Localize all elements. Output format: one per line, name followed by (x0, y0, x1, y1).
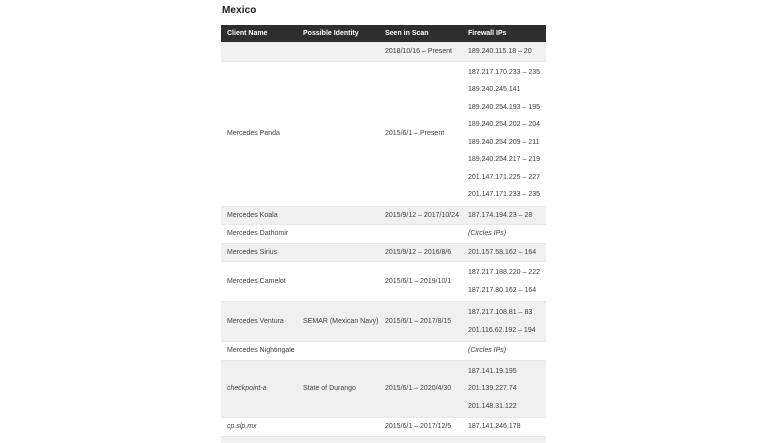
firewall-ips-cell (462, 43, 546, 61)
table-row (221, 42, 546, 61)
ip-range: 187.141.246.178 (468, 423, 521, 430)
firewall-ips-cell (462, 262, 546, 301)
seen-in-scan-cell: 2015/6/1 – 2017/12/5 (385, 423, 452, 431)
client-name-cell: cp.slp.mx (227, 423, 257, 431)
table-row (221, 341, 546, 360)
table-row (221, 61, 546, 206)
ip-range: 201.139.227.74 (468, 385, 517, 392)
firewall-ips-cell (462, 244, 546, 262)
firewall-ips-cell (462, 302, 546, 341)
seen-in-scan-cell: 2015/6/1 – 2017/8/15 (385, 318, 452, 325)
seen-in-scan-cell: 2015/9/12 – 2017/10/24 (385, 211, 459, 219)
ip-range: 187.217.170.233 – 235 (468, 68, 541, 76)
seen-in-scan-cell: 2015/6/1 – 2020/4/30 (385, 385, 452, 393)
firewall-ips-cell (462, 207, 546, 225)
ip-range: 189.240.254.193 – 195 (468, 103, 541, 111)
column-header-client-name: Client Name (227, 30, 268, 37)
table-row (221, 224, 546, 243)
ip-range: 201.148.31.122 (468, 402, 517, 410)
seen-in-scan-cell: 2015/9/12 – 2016/8/6 (385, 248, 452, 256)
firewall-ips-cell (462, 342, 546, 360)
clients-table (221, 25, 546, 443)
possible-identity-cell: SEMAR (Mexican Navy) (303, 318, 379, 325)
table-body (221, 42, 546, 443)
firewall-ips-cell (462, 225, 546, 243)
ip-range: 187.141.19.195 (468, 367, 517, 375)
ip-range: 201.116.62.192 – 194 (468, 326, 536, 334)
table-row (221, 436, 546, 443)
column-header-possible-identity: Possible Identity (303, 30, 359, 37)
ip-range: 187.217.80.162 – 164 (468, 286, 537, 294)
ip-range: (Circles IPs) (468, 230, 507, 237)
ip-range: 201.147.171.233 – 235 (468, 191, 541, 198)
ip-range: 189.240.115.18 – 20 (468, 48, 532, 55)
column-header-seen-in-scan: Seen in Scan (385, 30, 429, 37)
client-name-cell: Mercedes Camelot (227, 278, 286, 285)
table-row (221, 243, 546, 262)
possible-identity-cell: State of Durango (303, 385, 356, 393)
client-name-cell: Mercedes Panda (227, 130, 280, 137)
ip-range: 189.240.245.141 (468, 86, 521, 93)
firewall-ips-cell (462, 361, 546, 418)
table-row (221, 417, 546, 436)
seen-in-scan-cell: 2018/10/16 – Present (385, 48, 452, 56)
ip-range: (Circles IPs) (468, 347, 507, 354)
ip-range: 189.240.254.217 – 219 (468, 156, 541, 163)
client-name-cell: Mercedes Dathomir (227, 230, 289, 238)
ip-range: 189.240.254.209 – 211 (468, 138, 540, 146)
ip-range: 201.157.58.162 – 164 (468, 248, 537, 256)
ip-range: 189.240.254.202 – 204 (468, 121, 541, 128)
table-row (221, 261, 546, 301)
ip-range: 187.174.194.23 – 28 (468, 211, 533, 219)
table-header (221, 25, 546, 42)
seen-in-scan-cell: 2015/6/1 – Present (385, 130, 445, 137)
client-name-cell: Mercedes Koala (227, 211, 278, 219)
seen-in-scan-cell: 2015/6/1 – 2019/10/1 (385, 278, 452, 285)
client-name-cell: Mercedes Sirius (227, 248, 278, 256)
client-name-cell: checkpoint-a (227, 385, 267, 393)
ip-range: 187.217.188.220 – 222 (468, 269, 541, 276)
table-row (221, 301, 546, 341)
column-header-firewall-ips: Firewall IPs (468, 30, 507, 37)
ip-range: 187.217.108.81 – 83 (468, 309, 533, 316)
firewall-ips-cell (462, 418, 546, 436)
ip-range: 201.147.171.225 – 227 (468, 173, 541, 181)
page-title: Mexico (222, 5, 257, 16)
client-name-cell: Mercedes Nightingale (227, 347, 295, 355)
table-row (221, 206, 546, 225)
report-section (221, 4, 546, 443)
client-name-cell: Mercedes Ventura (227, 318, 284, 325)
firewall-ips-cell (462, 62, 546, 206)
table-row (221, 360, 546, 418)
